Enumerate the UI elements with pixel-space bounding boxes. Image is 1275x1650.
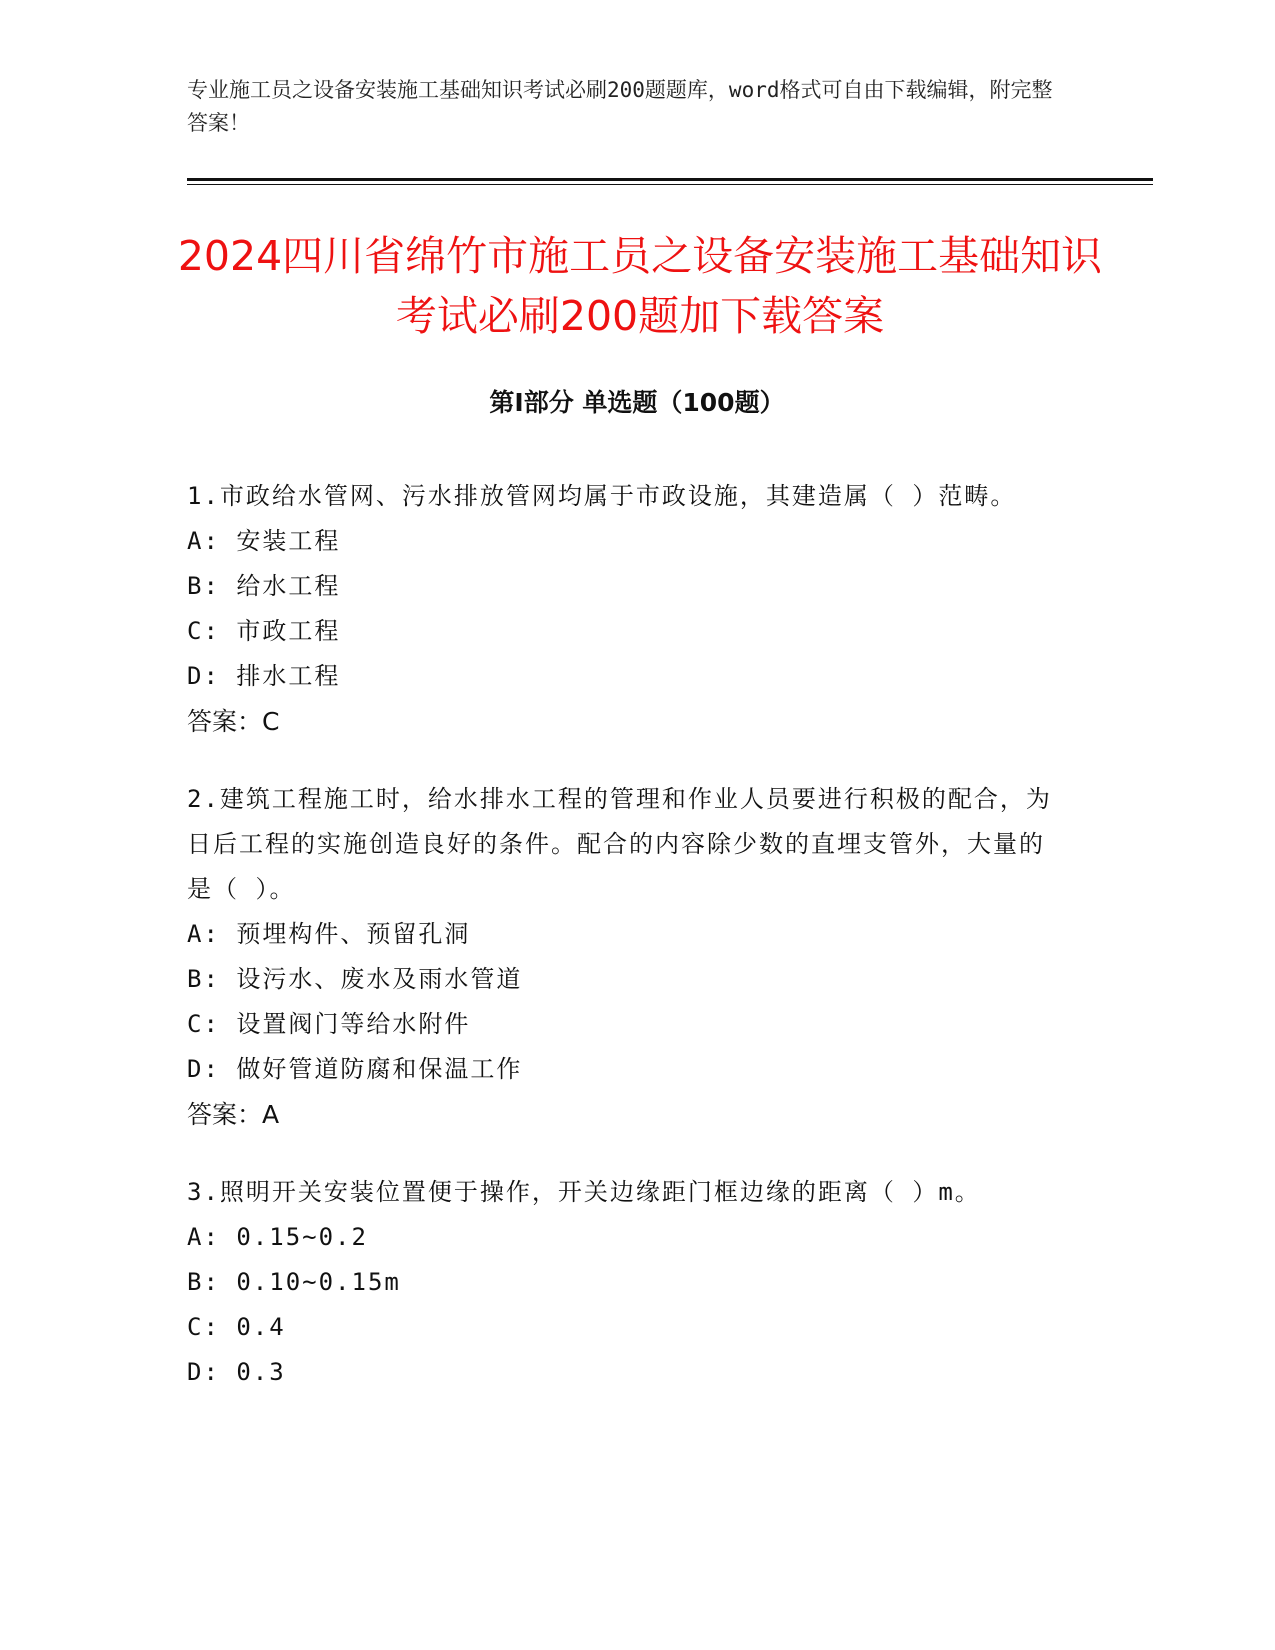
header-divider-thin — [187, 184, 1153, 185]
header-divider-thick — [187, 178, 1153, 181]
option-d: D: 0.3 — [187, 1358, 286, 1386]
document-title: 2024四川省绵竹市施工员之设备安装施工基础知识考试必刷200题加下载答案 — [177, 232, 1103, 340]
question-1 — [187, 474, 1067, 744]
option-b: B: 0.10~0.15m — [187, 1268, 401, 1296]
option-c: C: 0.4 — [187, 1313, 286, 1341]
option-d: D: 排水工程 — [187, 662, 341, 690]
option-b: B: 设污水、废水及雨水管道 — [187, 965, 523, 993]
option-a: A: 0.15~0.2 — [187, 1223, 368, 1251]
question-2 — [187, 777, 1067, 1137]
answer: 答案：C — [187, 707, 280, 736]
answer: 答案：A — [187, 1100, 280, 1129]
question-stem: 1.市政给水管网、污水排放管网均属于市政设施，其建造属（ ）范畴。 — [187, 482, 1017, 510]
option-a: A: 预埋构件、预留孔洞 — [187, 920, 471, 948]
option-a: A: 安装工程 — [187, 527, 341, 555]
question-list — [187, 474, 1067, 1428]
header-note: 专业施工员之设备安装施工基础知识考试必刷200题题库，word格式可自由下载编辑，附完整答案！ — [187, 78, 1053, 135]
option-d: D: 做好管道防腐和保温工作 — [187, 1055, 523, 1083]
option-c: C: 设置阀门等给水附件 — [187, 1010, 471, 1038]
question-stem: 3.照明开关安装位置便于操作，开关边缘距门框边缘的距离（ ）m。 — [187, 1178, 981, 1206]
section-heading: 第Ⅰ部分 单选题（100题） — [489, 388, 785, 417]
question-3 — [187, 1170, 1067, 1395]
question-stem: 2.建筑工程施工时，给水排水工程的管理和作业人员要进行积极的配合，为日后工程的实施创造良好的条件。配合的内容除少数的直埋支管外，大量的是（ ）。 — [187, 785, 1052, 903]
option-c: C: 市政工程 — [187, 617, 341, 645]
option-b: B: 给水工程 — [187, 572, 341, 600]
